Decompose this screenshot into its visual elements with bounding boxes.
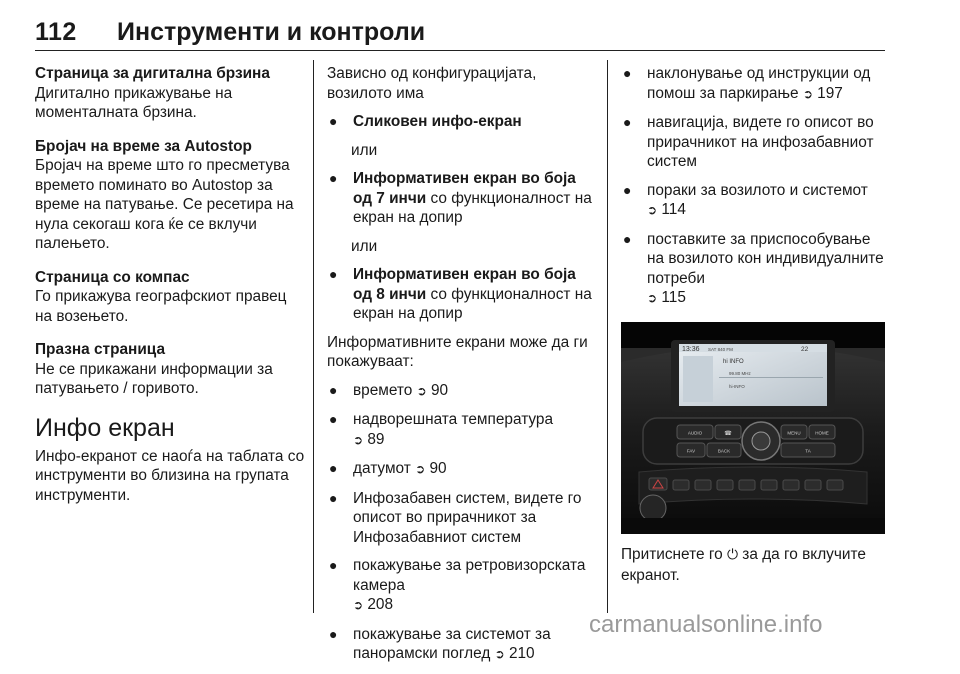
page-ref[interactable]: 197 — [817, 84, 843, 102]
list-item — [327, 410, 592, 450]
list-item — [621, 181, 885, 221]
list-item — [327, 625, 592, 665]
watermark[interactable]: carmanualsonline.info — [589, 611, 823, 638]
column-left — [35, 64, 305, 519]
text-config-intro: Зависно од конфигурацијата, возилото има — [327, 65, 537, 102]
option-graphic-info-display: Сликовен инфо-екран — [353, 113, 522, 130]
list-item-text: навигација, видете го описот во прирачникот на инфозабавниот систем — [647, 114, 874, 170]
page-ref-icon: ➲ — [353, 432, 364, 447]
page-ref-icon: ➲ — [802, 86, 813, 101]
screen-clock: 13:36 — [682, 346, 700, 353]
photo-caption — [621, 545, 885, 585]
caption-text-before: Притиснете го — [621, 546, 723, 563]
list-item-text: времето — [353, 381, 413, 399]
list-item-text: датумот — [353, 460, 411, 477]
bullet-icon: ● — [623, 230, 632, 247]
screen-menu-title: hi INFO — [723, 359, 744, 365]
svg-text:BACK: BACK — [717, 448, 731, 454]
svg-text:FAV: FAV — [686, 448, 696, 454]
bullet-icon: ● — [329, 489, 338, 506]
bullet-icon: ● — [329, 460, 338, 476]
text-digital-speed: Дигитално прикажување на моменталната брзина. — [35, 84, 233, 121]
page-ref[interactable]: 90 — [429, 460, 447, 477]
list-item-text: покажување за системот за панорамски поглед — [353, 625, 551, 662]
power-icon: ⏻ — [726, 547, 739, 563]
svg-text:TA: TA — [805, 448, 811, 454]
list-item — [621, 64, 885, 104]
chapter-title: Инструменти и контроли — [117, 18, 426, 46]
page-ref[interactable]: 210 — [508, 645, 535, 662]
text-info-display: Инфо-екранот се наоѓа на таблата со инструменти во близина на групата инструменти. — [35, 447, 305, 504]
page-ref[interactable]: 114 — [661, 201, 686, 218]
bullet-icon: ● — [623, 65, 632, 81]
screen-frequency: 99.80 MHz — [729, 371, 751, 376]
list-item — [621, 113, 885, 172]
page-ref[interactable]: 90 — [431, 381, 449, 399]
svg-text:HOME: HOME — [815, 430, 829, 436]
bullet-icon: ● — [329, 625, 338, 642]
column-right — [621, 64, 885, 346]
list-item — [327, 112, 592, 132]
list-item — [327, 489, 592, 548]
header-rule — [35, 50, 885, 51]
option-colour-8-inch-rest: со функционалност на екран на допир — [353, 285, 592, 322]
heading-compass: Страница со компас — [35, 268, 190, 286]
text-or: или — [351, 237, 378, 255]
info-display-photo — [621, 322, 885, 534]
list-item-text: поставките за приспособување на возилото кон индивидуалните потреби — [647, 230, 884, 287]
page-ref[interactable]: 208 — [367, 596, 394, 613]
column-middle — [327, 64, 592, 674]
option-colour-7-inch: Информативен екран во боја од 7 инчи — [353, 170, 576, 207]
bullet-icon: ● — [329, 266, 338, 282]
list-item-text: пораки за возилото и системот — [647, 181, 868, 199]
list-item — [621, 230, 885, 309]
list-item-text: Инфозабавен систем, видете го описот во прирачникот за Инфозабавниот систем — [353, 489, 582, 546]
screen-temp: 22 — [801, 346, 809, 353]
svg-text:AUDIO: AUDIO — [687, 430, 703, 436]
list-item — [327, 459, 592, 480]
option-colour-7-inch-rest: со функционалност на екран на допир — [353, 189, 592, 226]
heading-blank-page: Празна страница — [35, 341, 166, 358]
screen-station: hi-INFO — [729, 384, 745, 389]
page-ref[interactable]: 89 — [367, 430, 385, 448]
list-item — [327, 265, 592, 324]
text-displays-intro: Информативните екрани може да ги покажуваат: — [327, 333, 588, 370]
bullet-icon: ● — [329, 411, 338, 427]
heading-digital-speed: Страница за дигитална брзина — [35, 65, 270, 82]
page-ref-icon: ➲ — [353, 598, 364, 612]
page-ref-icon: ➲ — [647, 203, 658, 217]
list-item-text: надворешната температура — [353, 411, 554, 428]
svg-text:☎: ☎ — [724, 430, 732, 437]
list-item — [327, 169, 592, 228]
column-divider-1 — [313, 60, 314, 613]
bullet-icon: ● — [623, 181, 632, 198]
bullet-icon: ● — [329, 170, 338, 186]
page-ref[interactable]: 115 — [661, 289, 686, 306]
text-blank-page: Не се прикажани информации за патувањето / горивото. — [35, 360, 273, 397]
dashboard-illustration — [621, 322, 885, 534]
page-ref-icon: ➲ — [415, 462, 426, 476]
bullet-icon: ● — [329, 557, 338, 573]
bullet-icon: ● — [329, 113, 338, 129]
bullet-icon: ● — [623, 114, 632, 130]
bullet-icon: ● — [329, 381, 338, 398]
text-compass: Го прикажува географскиот правец на возењето. — [35, 288, 287, 325]
text-or: или — [351, 141, 378, 159]
heading-info-display: Инфо екран — [35, 413, 175, 442]
screen-status: SAT 840 FM — [708, 347, 733, 352]
svg-text:MENU: MENU — [787, 430, 801, 436]
page-ref-icon: ➲ — [494, 647, 505, 661]
list-item-text: покажување за ретровизорската камера — [353, 557, 586, 594]
heading-autostop-timer: Бројач на време за Autostop — [35, 137, 252, 155]
page-ref-icon: ➲ — [647, 291, 658, 305]
page-number: 112 — [35, 18, 77, 46]
list-item-text: наклонување од инструкции од помош за паркирање — [647, 65, 871, 102]
caption-text-after: за да го вклучите екранот. — [621, 546, 866, 584]
option-colour-8-inch: Информативен екран во боја од 8 инчи — [353, 266, 576, 303]
text-autostop-timer: Бројач на време што го пресметува времето поминато во Autostop за време на патување. Се ресетира на нула секогаш кога ќе се вклучи палењето. — [35, 157, 294, 252]
page-header — [35, 18, 885, 54]
power-volume-knob — [640, 495, 666, 521]
list-item — [327, 381, 592, 402]
page-ref-icon: ➲ — [416, 383, 427, 398]
column-divider-2 — [607, 60, 608, 613]
list-item — [327, 556, 592, 616]
